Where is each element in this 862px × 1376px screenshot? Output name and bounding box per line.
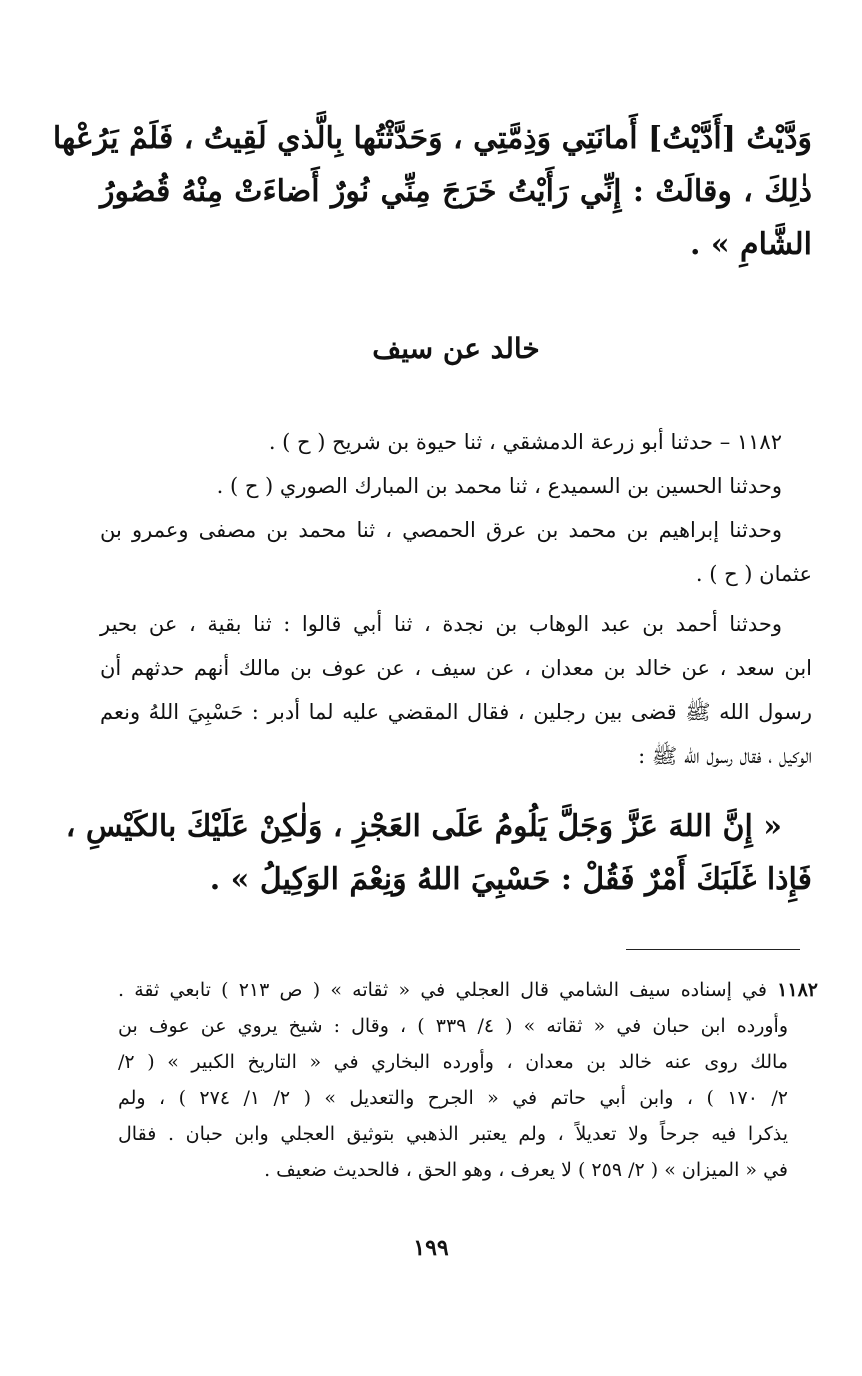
intro-line: الشَّامِ » . xyxy=(689,227,812,262)
isnad-line: عثمان ( ح ) . xyxy=(695,562,812,586)
intro-verse xyxy=(52,112,812,271)
isnad-line: وحدثنا الحسين بن السميدع ، ثنا محمد بن المبارك الصوري ( ح ) . xyxy=(216,474,782,498)
intro-line: وَدَّيْتُ [أَدَّيْتُ] أَمانَتِي وَذِمَّتِي ، وَحَدَّثْتُها بِالَّذي لَقِيتُ ، فَلَمْ يَرُعْها xyxy=(52,121,812,156)
isnad-line: رسول الله ﷺ قضى بين رجلين ، فقال المقضي عليه لما أدبر : حَسْبِيَ اللهُ ونعم xyxy=(100,700,812,724)
intro-line: ذٰلِكَ ، وقالَتْ : إِنِّي رَأَيْتُ خَرَجَ مِنِّي نُورٌ أَضاءَتْ مِنْهُ قُصُورُ xyxy=(100,174,812,209)
isnad-line: ابن سعد ، عن خالد بن معدان ، عن سيف ، عن عوف بن مالك أنهم حدثهم أن xyxy=(100,656,812,680)
matn-line: فَإِذا غَلَبَكَ أَمْرٌ فَقُلْ : حَسْبِيَ اللهُ وَنِعْمَ الوَكِيلُ » . xyxy=(209,862,812,897)
footnote-line: يذكرا فيه جرحاً ولا تعديلاً ، ولم يعتبر الذهبي بتوثيق العجلي وابن حبان . فقال xyxy=(118,1123,788,1145)
section-heading: خالد عن سيف xyxy=(372,332,540,365)
footnote xyxy=(118,972,818,1188)
hadith-isnad xyxy=(100,420,812,778)
hadith-matn xyxy=(65,800,812,906)
footnote-line: وأورده ابن حبان في « ثقاته » ( ٤/ ٣٣٩ ) ، وقال : شيخ يروي عن عوف بن xyxy=(118,1015,788,1037)
footnote-line: في « الميزان » ( ٢/ ٢٥٩ ) لا يعرف ، وهو الحق ، فالحديث ضعيف . xyxy=(264,1159,788,1181)
isnad-line: وحدثنا إبراهيم بن محمد بن عرق الحمصي ، ثنا محمد بن مصفى وعمرو بن xyxy=(100,518,782,542)
footnote-line: ٢/ ١٧٠ ) ، وابن أبي حاتم في « الجرح والتعديل » ( ٢/ ١/ ٢٧٤ ) ، ولم xyxy=(118,1087,788,1109)
matn-line: « إِنَّ اللهَ عَزَّ وَجَلَّ يَلُومُ عَلَى العَجْزِ ، وَلٰكِنْ عَلَيْكَ بالكَيْسِ ، xyxy=(65,809,782,844)
isnad-line: الوكيل ، فقال رسول الله ﷺ : xyxy=(638,744,812,768)
footnote-line: مالك روى عنه خالد بن معدان ، وأورده البخاري في « التاريخ الكبير » ( ٢/ xyxy=(118,1051,788,1073)
footnote-text: في إسناده سيف الشامي قال العجلي في « ثقاته » ( ص ٢١٣ ) تابعي ثقة . xyxy=(118,979,767,1001)
footnote-divider xyxy=(626,949,800,950)
footnote-first-line xyxy=(118,972,818,1008)
page-number: ١٩٩ xyxy=(413,1235,449,1261)
footnote-number: ١١٨٢ xyxy=(777,979,818,1001)
hadith-number-line: ١١٨٢ – حدثنا أبو زرعة الدمشقي ، ثنا حيوة بن شريح ( ح ) . xyxy=(268,430,782,454)
isnad-line: وحدثنا أحمد بن عبد الوهاب بن نجدة ، ثنا أبي قالوا : ثنا بقية ، عن بحير xyxy=(100,612,782,636)
